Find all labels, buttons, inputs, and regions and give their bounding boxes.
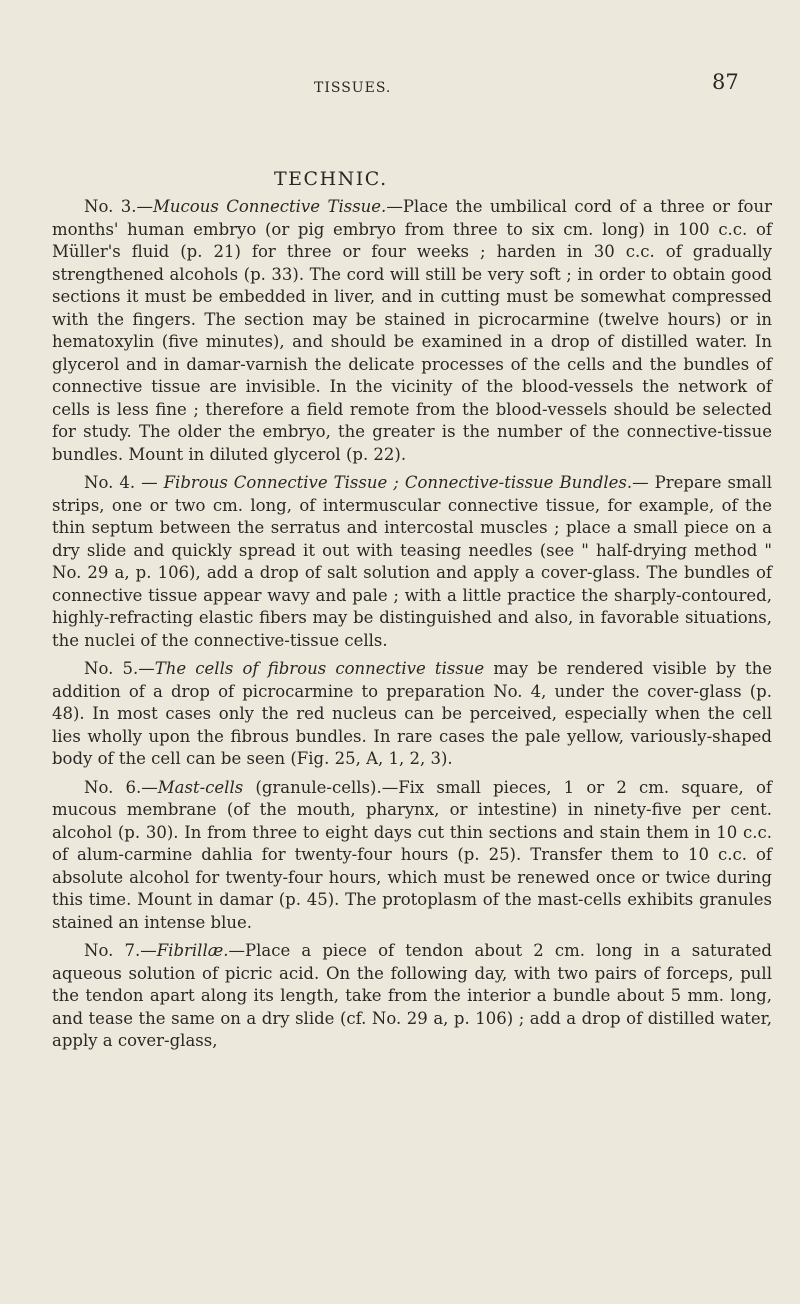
paragraph-heading: — Fibrous Connective Tissue ; Connective-tissue Bundles.: [135, 473, 633, 492]
paragraph-no-6: [52, 777, 772, 935]
paragraph-number: No. 5.: [84, 659, 139, 678]
paragraph-no-7: [52, 940, 772, 1053]
body-text: [52, 196, 772, 1059]
paragraph-number: No. 3.: [84, 197, 137, 216]
section-title: TECHNIC.: [274, 168, 388, 190]
paragraph-no-5: [52, 658, 772, 771]
paragraph-heading: —The cells of fibrous connective tissue: [138, 659, 485, 678]
paragraph-heading: —Mast-cells: [141, 777, 244, 797]
paragraph-number: No. 4.: [84, 473, 136, 492]
paragraph-heading: —Mucous Connective Tissue.: [136, 197, 387, 216]
paragraph-number: No. 6.: [84, 777, 142, 797]
paragraph-no-4: [52, 472, 772, 652]
paragraph-no-3: [52, 196, 772, 466]
page-number: 87: [712, 70, 739, 94]
paragraph-number: No. 7.: [84, 941, 141, 960]
paragraph-text: —Place a piece of tendon about 2 cm. long in a saturated aqueous solution of picric acid. On the following day, with two pairs of forceps, pull the tendon apart along its length, take from the interior a bundle about 5 mm. long, and tease the same on a dry slide (cf. No. 29 a, p. 106) ; add a drop of distilled water, apply a cover-glass,: [52, 941, 772, 1050]
paragraph-text: (granule-cells).—Fix small pieces, 1 or 2 cm. square, of mucous membrane (of the mouth, pharynx, or intestine) in ninety-five per cent. alcohol (p. 30). In from three to eight days cut thin sections and stain them in 10 c.c. of alum-carmine dahlia for twenty-four hours (p. 25). Transfer them to 10 c.c. of absolute alcohol for twenty-four hours, which must be renewed once or twice during this time. Mount in damar (p. 45). The protoplasm of the mast-cells exhibits granules stained an intense blue.: [52, 777, 772, 932]
paragraph-text: — Prepare small strips, one or two cm. long, of intermuscular connective tissue, for example, of the thin septum between the serratus and intercostal muscles ; place a small piece on a dry slide and quickly spread it out with teasing needles (see " half-drying method " No. 29 a, p. 106), add a drop of salt solution and apply a cover-glass. The bundles of connective tissue appear wavy and pale ; with a little practice the sharply-contoured, highly-refracting elastic fibers may be distinguished and also, in favorable situations, the nuclei of the connective-tissue cells.: [52, 473, 772, 650]
paragraph-text: —Place the umbilical cord of a three or four months' human embryo (or pig embryo from three to six cm. long) in 100 c.c. of Müller's fluid (p. 21) for three or four weeks ; harden in 30 c.c. of gradually strengthened alcohols (p. 33). The cord will still be very soft ; in order to obtain good sections it must be embedded in liver, and in cutting must be somewhat compressed with the fingers. The section may be stained in picrocarmine (twelve hours) or in hematoxylin (five minutes), and should be examined in a drop of distilled water. In glycerol and in damar-varnish the delicate processes of the cells and the bundles of connective tissue are invisible. In the vicinity of the blood-vessels the network of cells is less fine ; therefore a field remote from the blood-vessels should be selected for study. The older the embryo, the greater is the number of the connective-tissue bundles. Mount in diluted glycerol (p. 22).: [52, 197, 772, 464]
running-head: TISSUES.: [314, 80, 392, 96]
paragraph-text: may be rendered visible by the addition of a drop of picrocarmine to preparation No. 4, under the cover-glass (p. 48). In most cases only the red nucleus can be perceived, especially when the cell lies wholly upon the fibrous bundles. In rare cases the pale yellow, variously-shaped body of the cell can be seen (Fig. 25, A, 1, 2, 3).: [52, 659, 772, 768]
paragraph-heading: —Fibrillæ.: [140, 941, 229, 960]
